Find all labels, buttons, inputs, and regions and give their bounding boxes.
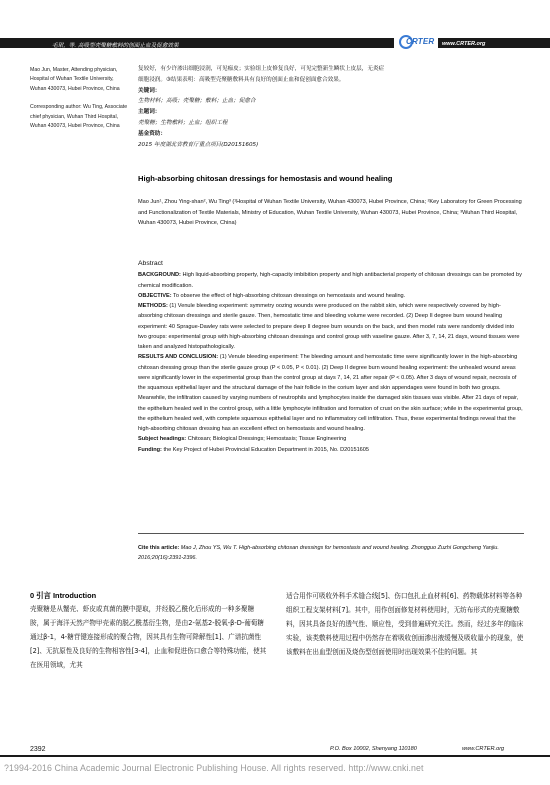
copyright-watermark: ?1994-2016 China Academic Journal Electronic Publishing House. All rights reserved. http://www.cnki.net — [4, 763, 424, 773]
english-abstract — [138, 259, 524, 455]
subject-headings-text: Chitosan; Biological Dressings; Hemostasis; Tissue Engineering — [186, 436, 347, 443]
objective-text: To observe the effect of high-absorbing chitosan dressings on hemostasis and wound healing. — [171, 292, 406, 299]
methods-text: (1) Venule bleeding experiment: symmetry oozing wounds were produced on the rabbit skin, which were respectively covered by high-absorbing chitosan dressings and sterile gauze. Then, hemostatic time and bleeding volume were recorded. (2) Deep II degree burn wound healing experiment: 40 Sprague-Dawley rats were selected to prepare deep II degree burn wounds on the back, and then model rats were randomly divided into two groups: experimental group with high-absorbing chitosan dressings and control group with vaseline gauze. After 3, 7, 14, 21 days, wound tissues were taken and analyzed histopathologically. — [138, 303, 520, 350]
cite-block — [138, 543, 524, 564]
cite-label: Cite this article: — [138, 545, 180, 551]
fund-label: 基金资助： — [138, 130, 166, 137]
page-number: 2392 — [30, 746, 46, 753]
funding-label: Funding: — [138, 446, 162, 453]
corresponding-author: Corresponding author: Wu Ting, Associate chief physician, Wuhan Third Hospital, Wuhan 430073, Hubei Province, China — [30, 104, 128, 130]
page-footer — [0, 745, 550, 785]
running-title: 毛珺，等. 高吸型壳聚糖敷料的创面止血及促愈效果 — [52, 43, 179, 49]
background-label: BACKGROUND: — [138, 272, 181, 279]
abstract-methods — [138, 301, 524, 352]
chinese-abstract-continued — [138, 64, 524, 150]
journal-logo — [394, 32, 438, 52]
fund-value: 2015 年度湖北省教育厅重点项目(D20151605) — [138, 141, 259, 148]
header-website: www.CRTER.org — [442, 41, 486, 47]
cn-line-1: 复较好，有少许渗出细胞浸润，可见痂皮；实验组上皮修复良好，可见完整新生鳞状上皮层，无炎症 — [138, 66, 385, 72]
page-header — [0, 0, 550, 52]
abstract-heading: Abstract — [138, 260, 163, 267]
abstract-results — [138, 352, 524, 434]
abstract-background — [138, 270, 524, 291]
methods-label: METHODS: — [138, 303, 168, 309]
article-authors: Mao Jun¹, Zhou Ying-shan², Wu Ting³ (¹Hospital of Wuhan Textile University, Wuhan 430073, Hubei Province, China; ²Key Laboratory for Green Processing and Functionalization of Textile Materials, Ministry of Education, Wuhan Textile University, Wuhan 430073, Hubei Province, China; ³Wuhan Third Hospital, Wuhan 430073, Hubei Province, China) — [138, 199, 522, 227]
background-text: High liquid-absorbing property, high-capacity imbibition property and high antibacterial property of chitosan dressings can be promoted by chemical modification. — [138, 272, 522, 289]
funding-text: the Key Project of Hubei Provincial Education Department in 2015, No. D20151605 — [161, 446, 370, 453]
footer-bar — [0, 755, 550, 757]
subject-value: 壳聚糖；生物敷料；止血；组织工程 — [138, 119, 228, 126]
subject-headings-label: Subject headings: — [138, 436, 187, 443]
cn-line-2: 细胞浸润。③结果表明：高吸型壳聚糖敷料具有良好的创面止血和促创面愈合效果。 — [138, 76, 345, 83]
objective-label: OBJECTIVE: — [138, 292, 172, 299]
logo-text: CRTER — [406, 37, 435, 46]
author-sidebar — [30, 66, 128, 140]
abstract-funding — [138, 445, 524, 455]
divider — [138, 533, 524, 534]
results-label: RESULTS AND CONCLUSION: — [138, 354, 219, 361]
footer-website: www.CRTER.org — [462, 746, 505, 752]
cite-text: Mao J, Zhou YS, Wu T. High-absorbing chitosan dressings for hemostasis and wound healing. Zhongguo Zuzhi Gongcheng Yanjiu. 2016;20(16):2391-2396. — [138, 545, 499, 562]
results-text: (1) Venule bleeding experiment: The bleeding amount and hemostatic time were significantly lower in the high-absorbing chitosan dressing group than the sterile gauze group (P < 0.05, P < 0.01). (2) Deep II degree burn wound healing experiment: the unhealed wound areas were significantly lower in the experimental group than the control group at days 7, 14, 21 after repair (P < 0.05). After 3 days of wound repair, necrosis of the squamous epithelial layer and the structural damage of the hair follicle in the corium layer and skin appendages were found in both two groups. Meanwhile, the infiltration caused by varying numbers of neutrophils and lymphocytes inside the damaged skin tissues was visible. After 21 days of repair, the epithelium healed well in the control group, with a little lymphocyte infiltration and formation of crust on the skin surface; while in the experimental group, the epithelium healed well, with complete squamous epithelial layer and no inflammatory cell infiltration. Thus, these experimental findings reveal that the high-absorbing chitosan dressing has an excellent effect on hemostasis and wound healing. — [138, 354, 523, 432]
keywords-label: 关键词： — [138, 87, 161, 94]
abstract-objective — [138, 291, 524, 301]
keywords-value: 生物材料；高吸；壳聚糖；敷料；止血；促愈合 — [138, 98, 256, 105]
abstract-subject-headings — [138, 434, 524, 444]
intro-left-column: 壳聚糖是从蟹壳、虾皮或真菌的膜中提取，并经脱乙酰化后形成的一种多聚糖胺，属于海洋天然产物甲壳素的脱乙酰基衍生物，是由2-氨基2-脱氧-β-D-葡萄糖通过β-1，4-糖苷键连接形成的聚合物，因其具有生物可降解性[1]、广谱抗菌性[2]、无抗原性及良好的生物相容性[3-4]，止血和促进伤口愈合等特殊功能，使其在医用领域，尤其 — [30, 605, 267, 669]
intro-right-column: 适合用作可吸收外科手术缝合线[5]、伤口包扎止血材料[6]、药物载体材料等各种组织工程支架材料[7]。其中，用作创面修复材料使用时，无纺布形式的壳聚糖敷料，因其具备良好的透气性、顺应性，受到普遍研究关注。然而，经过多年的临床实验，该类敷料使用过程中仍然存在着吸收创面渗出液缓慢及吸收量小的现象，使该敷料在出血型创面及烧伤型创面使用时出现效果不佳的问题。其 — [286, 592, 524, 656]
footer-address: P.O. Box 10002, Shenyang 110180 — [330, 746, 417, 752]
author-info: Mao Jun, Master, Attending physician, Hospital of Wuhan Textile University, Wuhan 430073, Hubei Province, China — [30, 67, 120, 92]
article-title: High-absorbing chitosan dressings for hemostasis and wound healing — [138, 174, 393, 183]
subject-label: 主题词： — [138, 109, 161, 116]
intro-heading: 0 引言 Introduction — [30, 591, 97, 600]
